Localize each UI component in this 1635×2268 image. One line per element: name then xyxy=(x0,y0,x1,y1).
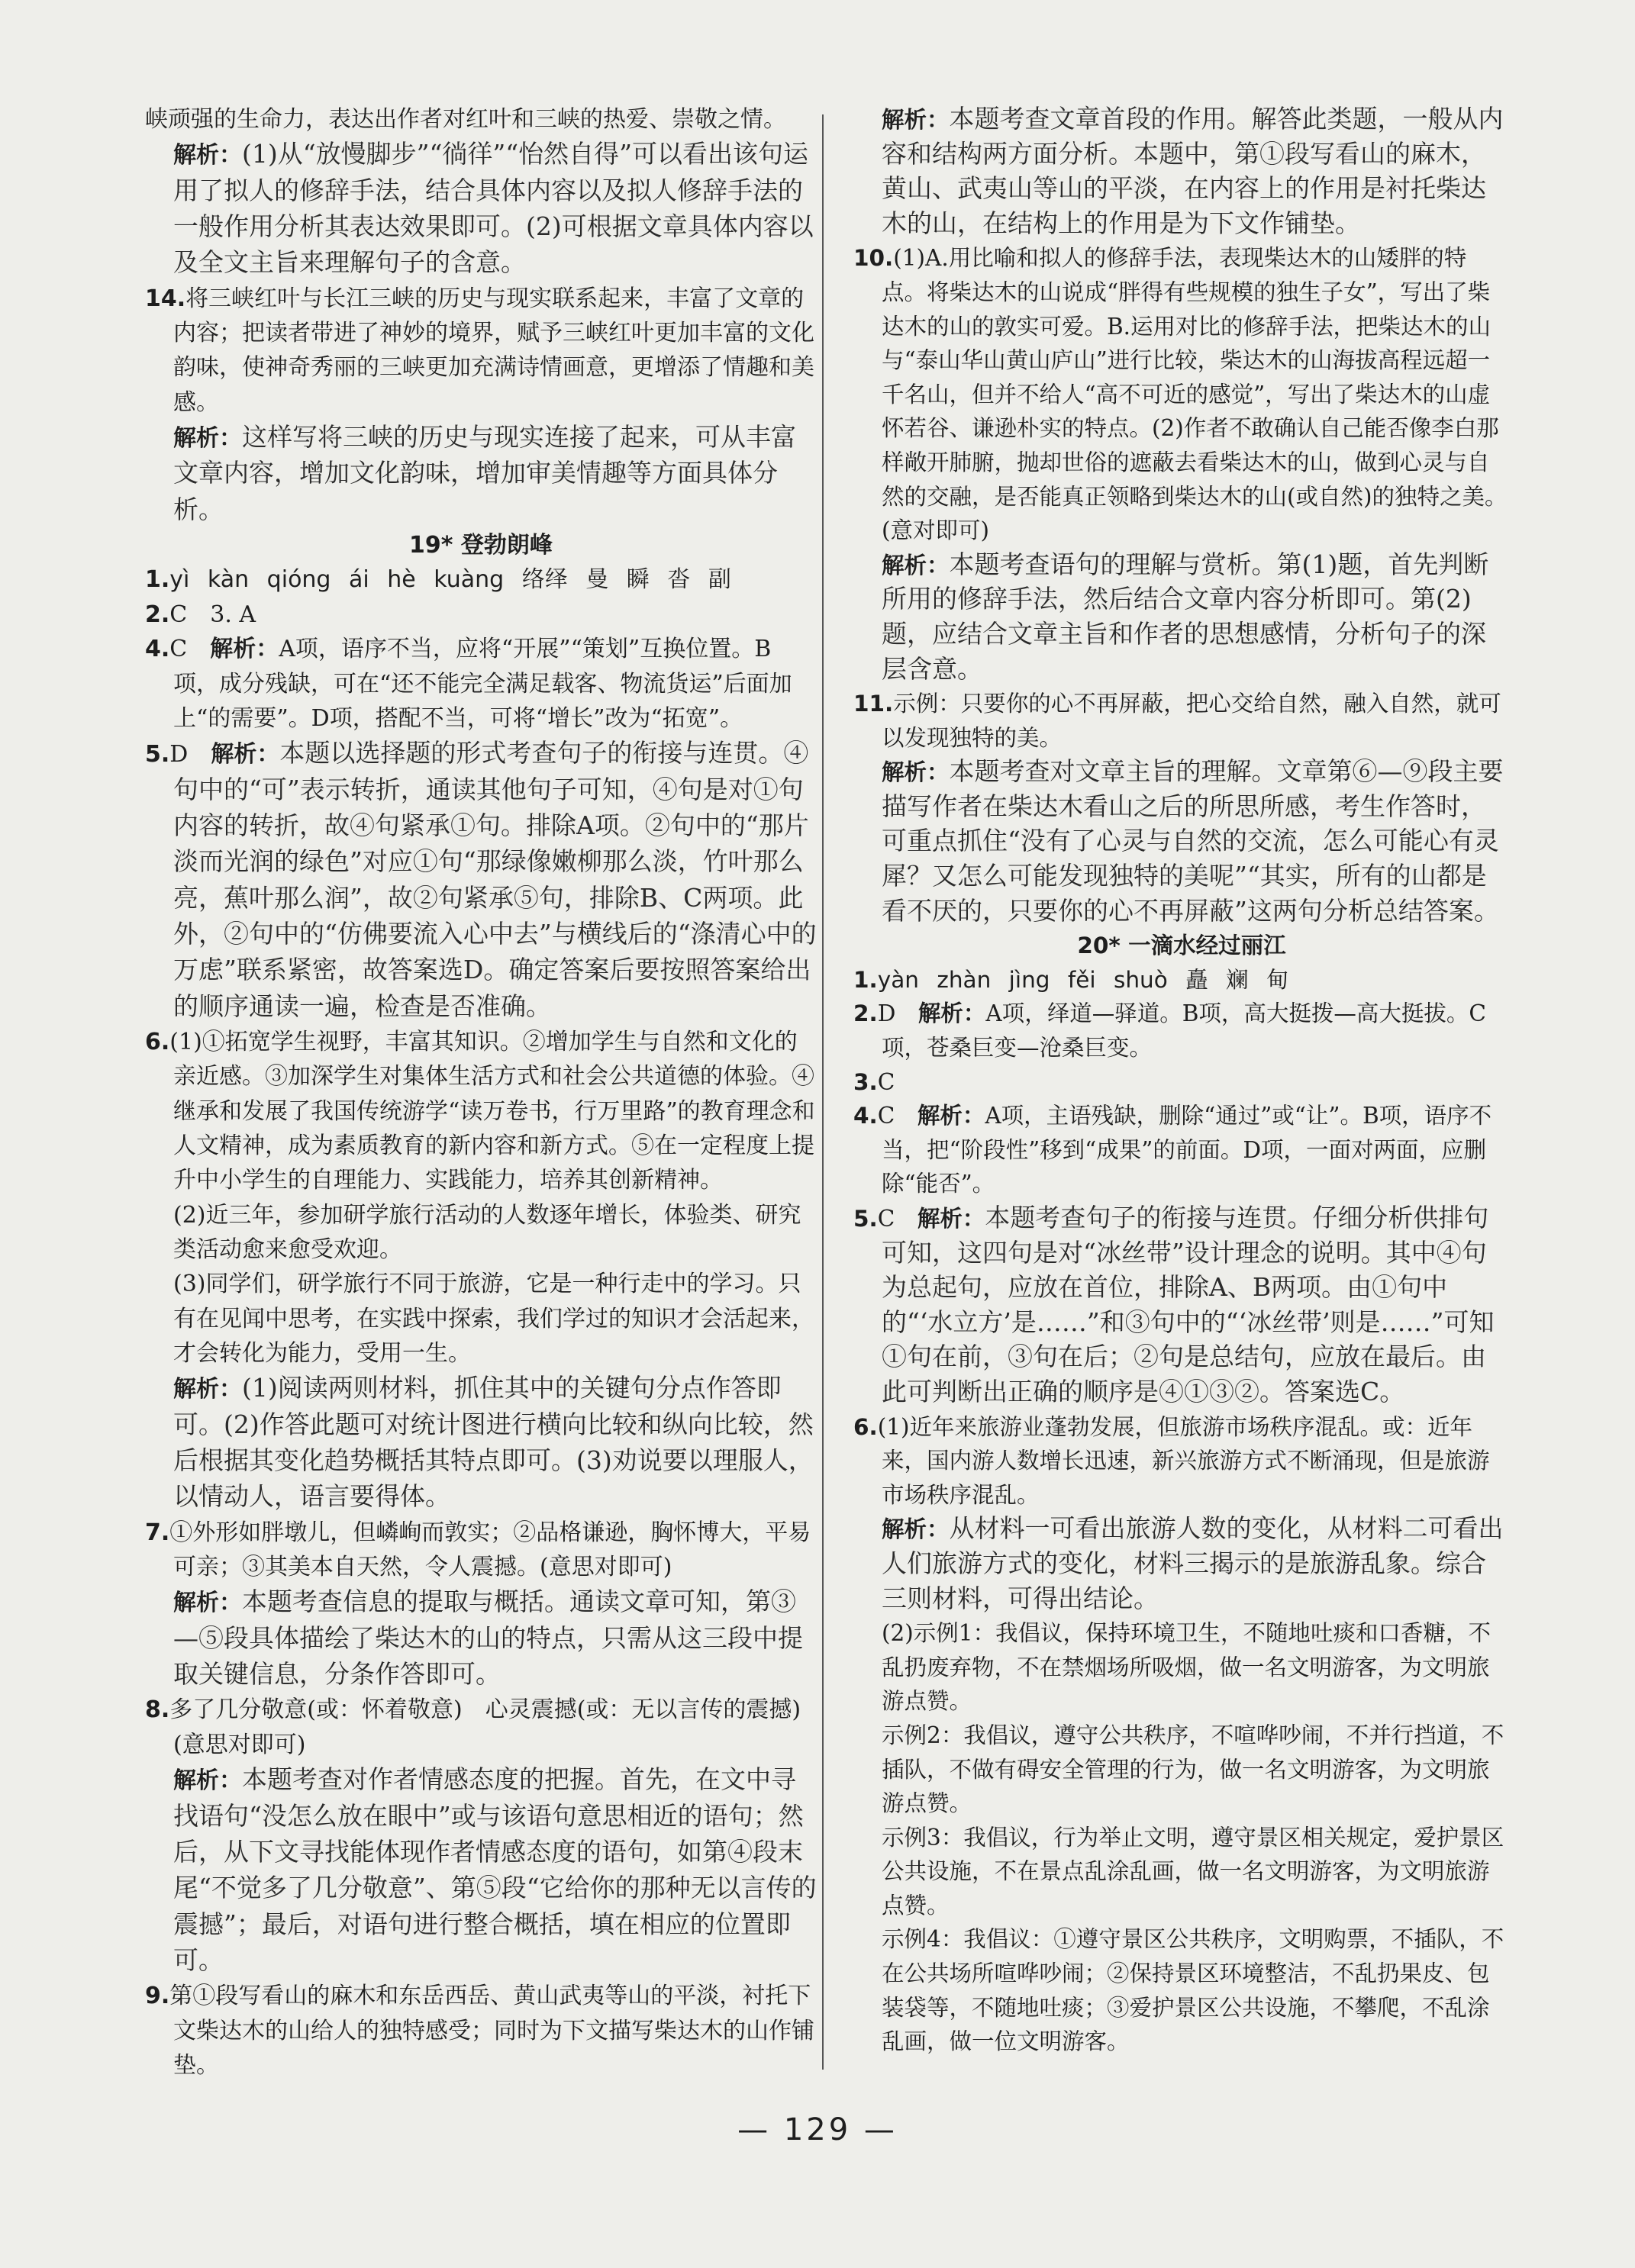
analysis-text: 本题考查对作者情感态度的把握。首先，在文中寻找语句“没怎么放在眼中”或与该语句意思相近的语句；然后，从下文寻找能体现作者情感态度的语句，如第④段末尾“不觉多了几分敬意”、第⑤段“它给你的那种无以言传的震撼”；最后，对语句进行整合概括，填在相应的位置即可。 xyxy=(173,1764,817,1975)
question-number: 8. xyxy=(145,1696,170,1724)
analysis xyxy=(853,1512,1510,1616)
answer-text: 示例4：我倡议：①遵守景区公共秩序，文明购票，不插队，不在公共场所喧哗吵闹；②保持景区环境整洁，不乱扔果皮、包装袋等，不随地吐痰；③爱护景区公共设施，不攀爬，不乱涂乱画，做一位文明游客。 xyxy=(882,1926,1504,2055)
answer-text: C 3. A xyxy=(169,601,256,628)
analysis xyxy=(853,102,1510,241)
analysis-text: 本题考查语句的理解与赏析。第(1)题，首先判断所用的修辞手法，然后结合文章内容分析即可。第(2)题，应结合文章主旨和作者的思想感情，分析句子的深层含意。 xyxy=(882,549,1489,684)
answer-text: 将三峡红叶与长江三峡的历史与现实联系起来，丰富了文章的内容；把读者带进了神妙的境界，赋予三峡红叶更加丰富的文化韵味，使神奇秀丽的三峡更加充满诗情画意，更增添了情趣和美感。 xyxy=(173,285,814,416)
answer-text: (2)近三年，参加研学旅行活动的人数逐年增长，体验类、研究类活动愈来愈受欢迎。 xyxy=(173,1201,801,1263)
answer-choice: D xyxy=(877,1000,918,1027)
column-divider xyxy=(822,114,824,2070)
question-4 xyxy=(145,632,817,736)
analysis-label: 解析： xyxy=(173,425,242,453)
question-8 xyxy=(145,1693,817,1762)
analysis-label: 解析： xyxy=(173,1767,242,1795)
question-number: 1. xyxy=(145,566,170,594)
answer-text: (1)A.用比喻和拟人的修辞手法，表现柴达木的山矮胖的特点。将柴达木的山说成“胖得有些规模的独生子女”，写出了柴达木的山的敦实可爱。B.运用对比的修辞手法，把柴达木的山与“泰山华山黄山庐山”进行比较，柴达木的山海拔高程远超一千名山，但并不给人“高不可近的感觉”，写出了柴达木的山虚怀若谷、谦逊朴实的特点。(2)作者不敢确认自己能否像李白那样敞开肺腑，抛却世俗的遮蔽去看柴达木的山，做到心灵与自然的交融，是否能真正领略到柴达木的山(或自然)的独特之美。(意对即可) xyxy=(882,245,1508,544)
analysis-text: 本题考查对文章主旨的理解。文章第⑥—⑨段主要描写作者在柴达木看山之后的所思所感，考生作答时，可重点抓住“没有了心灵与自然的交流，怎么可能心有灵犀？又怎么可能发现独特的美呢”“其实，所有的山都是看不厌的，只要你的心不再屏蔽”这两句分析总结答案。 xyxy=(882,756,1504,926)
question-7 xyxy=(145,1516,817,1585)
analysis xyxy=(853,548,1510,687)
question-6 xyxy=(145,1025,817,1198)
right-column xyxy=(853,102,1510,2059)
answer-text: yàn zhàn jìng fěi shuò 矗 斓 甸 xyxy=(877,966,1289,993)
answer-text: 示例2：我倡议，遵守公共秩序，不喧哗吵闹，不并行挡道，不插队，不做有碍安全管理的行为，做一名文明游客，为文明旅游点赞。 xyxy=(882,1722,1504,1817)
analysis-text: 本题考查文章首段的作用。解答此类题，一般从内容和结构两方面分析。本题中，第①段写看山的麻木，黄山、武夷山等山的平淡，在内容上的作用是衬托柴达木的山，在结构上的作用是为下文作铺垫。 xyxy=(882,104,1504,238)
analysis xyxy=(145,420,817,528)
section-heading-20: 20* 一滴水经过丽江 xyxy=(1077,933,1286,959)
answer-text: (1)①拓宽学生视野，丰富其知识。②增加学生与自然和文化的亲近感。③加深学生对集体生活方式和社会公共道德的体验。④继承和发展了我国传统游学“读万卷书，行万里路”的教育理念和人文精神，成为素质教育的新内容和新方式。⑤在一定程度上提升中小学生的自理能力、实践能力，培养其创新精神。 xyxy=(169,1028,815,1194)
answer-part xyxy=(853,1821,1510,1923)
question-2 xyxy=(853,997,1510,1065)
question-5 xyxy=(853,1201,1510,1410)
analysis-label: 解析： xyxy=(917,1000,986,1027)
answer-text: 多了几分敬意(或：怀着敬意) 心灵震撼(或：无以言传的震撼)(意思对即可) xyxy=(169,1696,801,1758)
question-number: 1. xyxy=(853,966,878,993)
analysis-label: 解析： xyxy=(882,107,950,133)
answer-part xyxy=(853,1719,1510,1821)
question-number: 9. xyxy=(145,1983,170,2010)
answer-text: 示例：只要你的心不再屏蔽，把心交给自然，融入自然，就可以发现独特的美。 xyxy=(882,691,1501,751)
left-column xyxy=(145,102,817,2083)
analysis-label: 解析： xyxy=(917,1103,985,1129)
question-number: 7. xyxy=(145,1519,170,1546)
analysis-label: 解析： xyxy=(882,552,950,578)
answer-part xyxy=(853,1922,1510,2058)
question-number: 6. xyxy=(145,1028,170,1055)
answer-text: (3)同学们，研学旅行不同于旅游，它是一种行走中的学习。只有在见闻中思考，在实践中探索，我们学过的知识才会活起来，才会转化为能力，受用一生。 xyxy=(173,1271,814,1368)
question-number: 14. xyxy=(145,285,186,312)
answer-part xyxy=(853,1616,1510,1719)
question-11 xyxy=(853,687,1510,755)
answer-choice: C xyxy=(169,636,211,663)
question-number: 2. xyxy=(145,601,170,628)
analysis-text: 本题考查句子的衔接与连贯。仔细分析供排句可知，这四句是对“冰丝带”设计理念的说明。其中④句为总起句，应放在首位，排除A、B两项。由①句中的“‘水立方’是……”和③句中的“‘冰丝带’则是……”可知①句在前，③句在后；②句是总结句，应放在最后。由此可判断出正确的顺序是④①③②。答案选C。 xyxy=(882,1203,1495,1406)
analysis-label: 解析： xyxy=(882,759,950,786)
analysis-label: 解析： xyxy=(210,636,279,663)
analysis-text: 这样写将三峡的历史与现实连接了起来，可从丰富文章内容，增加文化韵味，增加审美情趣等方面具体分析。 xyxy=(173,422,796,524)
answer-text: (1)近年来旅游业蓬勃发展，但旅游市场秩序混乱。或：近年来，国内游人数增长迅速，新兴旅游方式不断涌现，但是旅游市场秩序混乱。 xyxy=(877,1413,1490,1508)
analysis-label: 解析： xyxy=(211,741,280,768)
answer-part xyxy=(145,1267,817,1371)
question-1 xyxy=(853,963,1510,997)
answer-text: (2)示例1：我倡议，保持环境卫生，不随地吐痰和口香糖，不乱扔废弃物，不在禁烟场所吸烟，做一名文明游客，为文明旅游点赞。 xyxy=(882,1620,1491,1715)
answer-text: 峡顽强的生命力，表达出作者对红叶和三峡的热爱、崇敬之情。 xyxy=(145,106,786,133)
analysis-label: 解析： xyxy=(917,1206,985,1232)
question-number: 5. xyxy=(853,1206,878,1232)
question-3 xyxy=(853,1065,1510,1100)
answer-choice: C xyxy=(877,1103,917,1129)
question-6 xyxy=(853,1410,1510,1513)
question-number: 4. xyxy=(853,1103,878,1129)
analysis-text: (1)阅读两则材料，抓住其中的关键句分点作答即可。(2)作答此题可对统计图进行横向比较和纵向比较，然后根据其变化趋势概括其特点即可。(3)劝说要以理服人，以情动人，语言要得体。 xyxy=(173,1373,814,1512)
answer-text: ①外形如胖墩儿，但嶙峋而敦实；②品格谦逊，胸怀博大，平易可亲；③其美本自天然，令人震撼。(意思对即可) xyxy=(169,1519,811,1581)
question-number: 10. xyxy=(853,245,894,272)
analysis xyxy=(145,137,817,281)
analysis xyxy=(145,1584,817,1693)
question-2-3 xyxy=(145,598,817,632)
question-number: 4. xyxy=(145,636,170,663)
question-number: 6. xyxy=(853,1413,878,1440)
analysis-text: 从材料一可看出旅游人数的变化，从材料二可看出人们旅游方式的变化，材料三揭示的是旅游乱象。综合三则材料，可得出结论。 xyxy=(882,1513,1504,1613)
analysis xyxy=(145,1371,817,1515)
analysis xyxy=(145,1762,817,1979)
analysis-label: 解析： xyxy=(173,142,242,169)
answer-choice: C xyxy=(877,1206,917,1232)
question-5 xyxy=(145,736,817,1025)
analysis-label: 解析： xyxy=(173,1590,242,1617)
analysis-label: 解析： xyxy=(882,1516,950,1543)
answer-text: 示例3：我倡议，行为举止文明，遵守景区相关规定，爱护景区公共设施，不在景点乱涂乱画，做一名文明游客，为文明旅游点赞。 xyxy=(882,1824,1504,1918)
question-number: 3. xyxy=(853,1068,878,1095)
answer-text: 第①段写看山的麻木和东岳西岳、黄山武夷等山的平淡，衬托下文柴达木的山给人的独特感受；同时为下文描写柴达木的山作铺垫。 xyxy=(169,1983,814,2079)
question-number: 5. xyxy=(145,741,170,768)
question-number: 2. xyxy=(853,1000,878,1027)
page-number: — 129 — xyxy=(737,2112,898,2147)
question-1 xyxy=(145,562,817,597)
question-number: 11. xyxy=(853,691,894,717)
analysis-label: 解析： xyxy=(173,1376,242,1403)
answer-part xyxy=(145,1198,817,1268)
analysis-text: (1)从“放慢脚步”“徜徉”“怡然自得”可以看出该句运用了拟人的修辞手法，结合具体内容以及拟人修辞手法的一般作用分析其表达效果即可。(2)可根据文章具体内容以及全文主旨来理解句子的含意。 xyxy=(173,139,814,278)
question-4 xyxy=(853,1099,1510,1201)
answer-choice: D xyxy=(169,741,211,768)
answer-text: A项，主语残缺，删除“通过”或“让”。B项，语序不当，把“阶段性”移到“成果”的前面。D项，一面对两面，应删除“能否”。 xyxy=(882,1103,1492,1197)
question-14 xyxy=(145,282,817,420)
question-9 xyxy=(145,1979,817,2083)
section-heading-19: 19* 登勃朗峰 xyxy=(409,532,553,559)
answer-text: A项，语序不当，应将“开展”“策划”互换位置。B项，成分残缺，可在“还不能完全满足载客、物流货运”后面加上“的需要”。D项，搭配不当，可将“增长”改为“拓宽”。 xyxy=(173,636,792,732)
answer-text: yì kàn qióng ái hè kuàng 络绎 曼 瞬 沓 副 xyxy=(169,566,731,594)
analysis xyxy=(853,755,1510,929)
answer-text: A项，绎道—驿道。B项，高大挺拨—高大挺拔。C项，苍桑巨变—沧桑巨变。 xyxy=(882,1000,1486,1062)
analysis-text: 本题以选择题的形式考查句子的衔接与连贯。④句中的“可”表示转折，通读其他句子可知，④句是对①句内容的转折，故④句紧承①句。排除A项。②句中的“那片淡而光润的绿色”对应①句“那绿像嫩柳那么淡，竹叶那么亮，蕉叶那么润”，故②句紧承⑤句，排除B、C两项。此外，②句中的“仿佛要流入心中去”与横线后的“涤清心中的万虑”联系紧密，故答案选D。确定答案后要按照答案给出的顺序通读一遍，检查是否准确。 xyxy=(173,738,817,1021)
analysis-text: 本题考查信息的提取与概括。通读文章可知，第③—⑤段具体描绘了柴达木的山的特点，只需从这三段中提取关键信息，分条作答即可。 xyxy=(173,1587,803,1690)
text-line xyxy=(145,102,817,137)
answer-choice: C xyxy=(877,1068,895,1095)
question-10 xyxy=(853,241,1510,547)
